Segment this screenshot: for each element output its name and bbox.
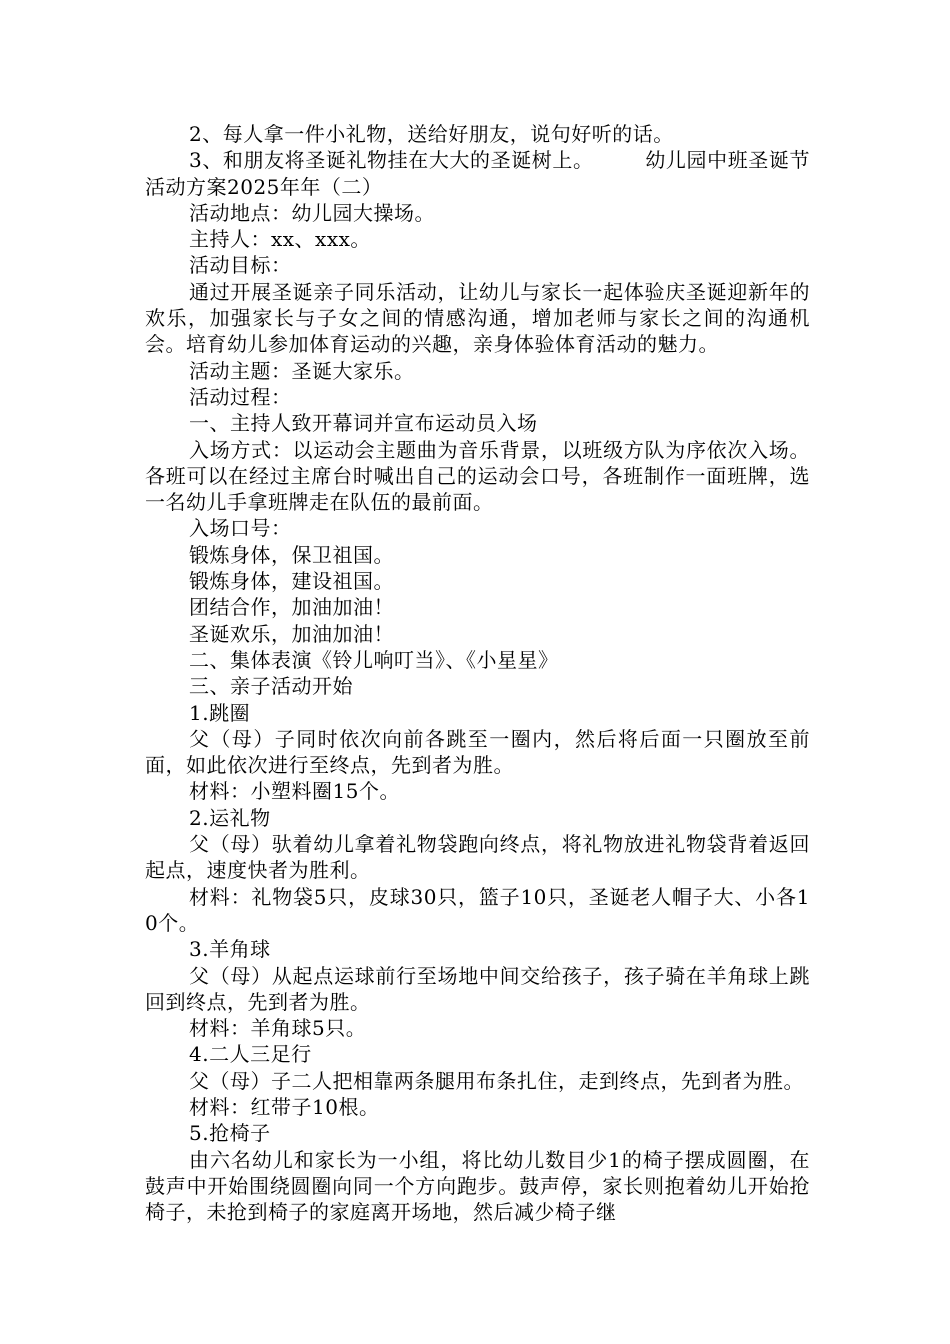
materials-line: 材料：红带子10根。	[189, 1094, 380, 1119]
activity-title: 2.运礼物	[189, 805, 271, 830]
paragraph: 3、和朋友将圣诞礼物挂在大大的圣诞树上。 幼儿园中班圣诞节活动方案2025年年（二）	[145, 148, 810, 199]
paragraph: 通过开展圣诞亲子同乐活动，让幼儿与家长一起体验庆圣诞迎新年的欢乐，加强家长与子女之间的情感沟通，增加老师与家长之间的沟通机会。培育幼儿参加体育运动的兴趣，亲身体验体育活动的魅力。	[145, 279, 810, 357]
activity-title: 3.羊角球	[189, 937, 271, 962]
paragraph: 入场口号：	[189, 516, 292, 541]
materials-line: 材料：小塑料圈15个。	[189, 779, 400, 804]
slogan-line: 锻炼身体，保卫祖国。	[189, 542, 394, 567]
slogan-line: 圣诞欢乐，加油加油！	[189, 621, 394, 646]
activity-title: 4.二人三足行	[189, 1042, 312, 1067]
paragraph: 2、每人拿一件小礼物，送给好朋友，说句好听的话。	[189, 122, 674, 146]
paragraph: 父（母）子二人把相靠两条腿用布条扎住，走到终点，先到者为胜。	[189, 1068, 804, 1093]
paragraph: 活动目标：	[189, 253, 292, 278]
paragraph: 父（母）驮着幼儿拿着礼物袋跑向终点，将礼物放进礼物袋背着返回起点，速度快者为胜利。	[145, 832, 810, 883]
section-heading: 二、集体表演《铃儿响叮当》、《小星星》	[189, 647, 559, 672]
slogan-line: 锻炼身体，建设祖国。	[189, 569, 394, 594]
section-heading: 三、亲子活动开始	[189, 674, 353, 699]
paragraph: 入场方式：以运动会主题曲为音乐背景，以班级方队为序依次入场。各班可以在经过主席台时喊出自己的运动会口号，各班制作一面班牌，选一名幼儿手拿班牌走在队伍的最前面。	[145, 437, 810, 515]
section-heading: 一、主持人致开幕词并宣布运动员入场	[189, 411, 538, 436]
paragraph: 活动地点：幼儿园大操场。	[189, 200, 435, 225]
activity-title: 1.跳圈	[189, 700, 251, 725]
paragraph: 父（母）从起点运球前行至场地中间交给孩子，孩子骑在羊角球上跳回到终点，先到者为胜。	[145, 963, 810, 1014]
paragraph: 由六名幼儿和家长为一小组，将比幼儿数目少1的椅子摆成圆圈，在鼓声中开始围绕圆圈向同一个方向跑步。鼓声停，家长则抱着幼儿开始抢椅子，未抢到椅子的家庭离开场地，然后减少椅子继	[145, 1147, 810, 1225]
paragraph: 活动主题：圣诞大家乐。	[189, 358, 415, 383]
materials-line: 材料：礼物袋5只，皮球30只，篮子10只，圣诞老人帽子大、小各10个。	[145, 884, 810, 935]
activity-title: 5.抢椅子	[189, 1121, 271, 1146]
materials-line: 材料：羊角球5只。	[189, 1016, 367, 1041]
document-body	[145, 121, 810, 1225]
paragraph: 活动过程：	[189, 384, 292, 409]
paragraph: 父（母）子同时依次向前各跳至一圈内，然后将后面一只圈放至前面，如此依次进行至终点，先到者为胜。	[145, 726, 810, 778]
paragraph: 主持人：xx、xxx。	[189, 227, 371, 252]
slogan-line: 团结合作，加油加油！	[189, 595, 394, 620]
